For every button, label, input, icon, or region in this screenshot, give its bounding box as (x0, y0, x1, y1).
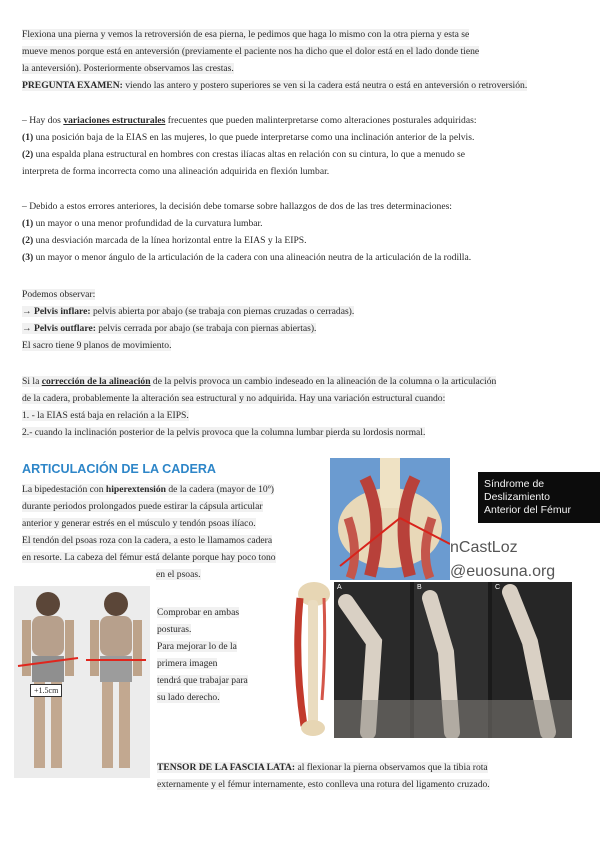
intro-line-1: Flexiona una pierna y vemos la retroversión de esa pierna, le pedimos que haga lo mismo con la otra pierna y esta se (22, 29, 470, 40)
errores-item2-num: (2) (22, 235, 34, 246)
femur-muscle-illustration (284, 580, 334, 740)
errores-item3-num: (3) (22, 252, 34, 263)
correccion-term: corrección de la alineación (41, 376, 151, 387)
variaciones-item1-num: (1) (22, 132, 34, 143)
syndrome-caption-line-2: Deslizamiento (484, 491, 550, 503)
cadera-l4: El tendón del psoas roza con la cadera, a esto le llamamos cadera (22, 535, 273, 546)
errores-intro: – Debido a estos errores anteriores, la decisión debe tomarse sobre hallazgos de dos de las tres determinaciones: (22, 201, 452, 212)
tensor-label: TENSOR DE LA FASCIA LATA: (157, 762, 296, 773)
tensor-text-2: externamente y el fémur internamente, esto conlleva una rotura del ligamento cruzado. (157, 779, 490, 790)
variaciones-term: variaciones estructurales (63, 115, 166, 126)
panel-label-a: A (337, 584, 342, 591)
section-heading: ARTICULACIÓN DE LA CADERA (22, 462, 217, 476)
correccion-line2: de la cadera, probablemente la alteración sea estructural y no adquirida. Hay una variación estructural cuando: (22, 393, 446, 404)
pelvis-illustration (330, 458, 450, 580)
comprobar-line-3: Para mejorar lo de la (157, 641, 237, 652)
variaciones-item2a: una espalda plana estructural en hombres con crestas ilíacas altas en relación con su cintura, lo que a menudo se (33, 149, 466, 160)
variaciones-paragraph (22, 112, 582, 180)
pelvis-anatomy-image (330, 458, 450, 580)
errores-item1-num: (1) (22, 218, 34, 229)
podemos-paragraph (22, 286, 582, 354)
cadera-paragraph (22, 481, 332, 583)
variaciones-item1: una posición baja de la EIAS en las mujeres, lo que puede interpretarse como una inclinación anterior de la pelvis. (33, 132, 475, 143)
errores-paragraph (22, 198, 582, 266)
intro-line-3: la anteversión). Posteriormente observamos las crestas. (22, 63, 234, 74)
standing-posture-photo (14, 586, 150, 778)
comprobar-paragraph (157, 604, 277, 706)
comprobar-line-2: posturas. (157, 624, 192, 635)
outflare-text: pelvis cerrada por abajo (se trabaja con piernas abiertas). (95, 323, 317, 334)
errores-item2: una desviación marcada de la línea horizontal entre la EIAS y la EIPS. (33, 235, 307, 246)
intro-paragraph (22, 26, 582, 94)
cadera-l5: en resorte. La cabeza del fémur está delante porque hay poco tono (22, 552, 276, 563)
cadera-l1-term: hiperextensión (105, 484, 166, 495)
sacro-text: El sacro tiene 9 planos de movimiento. (22, 340, 172, 351)
standing-figures-illustration (14, 586, 150, 778)
syndrome-caption-line-1: Síndrome de (484, 478, 545, 490)
cadera-l3: anterior y generar estrés en el músculo y tendón psoas ilíaco. (22, 518, 256, 529)
watermark-site: @euosuna.org (450, 563, 556, 580)
panel-label-c: C (495, 584, 501, 591)
tensor-text-1: al flexionar la pierna observamos que la tibia rota (295, 762, 488, 773)
cadera-l1-prefix: La bipedestación con (22, 484, 106, 495)
comprobar-line-6: su lado derecho. (157, 692, 220, 703)
cadera-l6: en el psoas. (156, 569, 201, 580)
intro-line-2: mueve menos porque está en anteversión (previamente el paciente nos ha dicho que el dolor está en el lado donde tiene (22, 46, 480, 57)
variaciones-suffix: frecuentes que pueden malinterpretarse como alteraciones posturales adquiridas: (165, 115, 477, 126)
correccion-item1: 1. - la EIAS está baja en relación a la EIPS. (22, 410, 189, 421)
correccion-line1: de la pelvis provoca un cambio indeseado en la alineación de la columna o la articulación (150, 376, 497, 387)
tensor-paragraph (157, 759, 587, 793)
syndrome-caption-line-3: Anterior del Fémur (484, 504, 571, 516)
panel-label-b: B (417, 584, 422, 591)
outflare-label: → Pelvis outflare: (22, 323, 96, 334)
errores-item3: un mayor o menor ángulo de la articulación de la cadera con una alineación neutra de la articulación de la rodilla. (33, 252, 472, 263)
exam-text: viendo las antero y postero superiores se ven si la cadera está neutra o está en anteversión o retroversión. (122, 80, 528, 91)
errores-item1: un mayor o una menor profundidad de la curvatura lumbar. (33, 218, 263, 229)
syndrome-caption (478, 472, 600, 523)
knee-photos-illustration (334, 582, 572, 738)
variaciones-item2-num: (2) (22, 149, 34, 160)
cadera-l2: durante periodos prolongados puede estirar la cápsula articular (22, 501, 263, 512)
correccion-paragraph (22, 373, 582, 441)
comprobar-line-1: Comprobar en ambas (157, 607, 240, 618)
watermark-name: nCastLoz (450, 539, 518, 556)
correccion-item2: 2.- cuando la inclinación posterior de la pelvis provoca que la columna lumbar pierda su lordosis normal. (22, 427, 426, 438)
inflare-text: pelvis abierta por abajo (se trabaja con piernas cruzadas o cerradas). (90, 306, 355, 317)
comprobar-line-4: primera imagen (157, 658, 218, 669)
tensor-fascia-lata-image (284, 580, 334, 740)
variaciones-prefix: – Hay dos (22, 115, 64, 126)
inflare-label: → Pelvis inflare: (22, 306, 91, 317)
variaciones-item2b: interpreta de forma incorrecta como una alineación adquirida en flexión lumbar. (22, 166, 330, 177)
correccion-prefix: Si la (22, 376, 42, 387)
podemos-intro: Podemos observar: (22, 289, 96, 300)
measure-label: +1.5cm (30, 684, 62, 697)
exam-label: PREGUNTA EXAMEN: (22, 80, 123, 91)
cadera-l1-suffix: de la cadera (mayor de 10º) (165, 484, 274, 495)
knee-photos-panel (334, 582, 572, 738)
comprobar-line-5: tendrá que trabajar para (157, 675, 248, 686)
